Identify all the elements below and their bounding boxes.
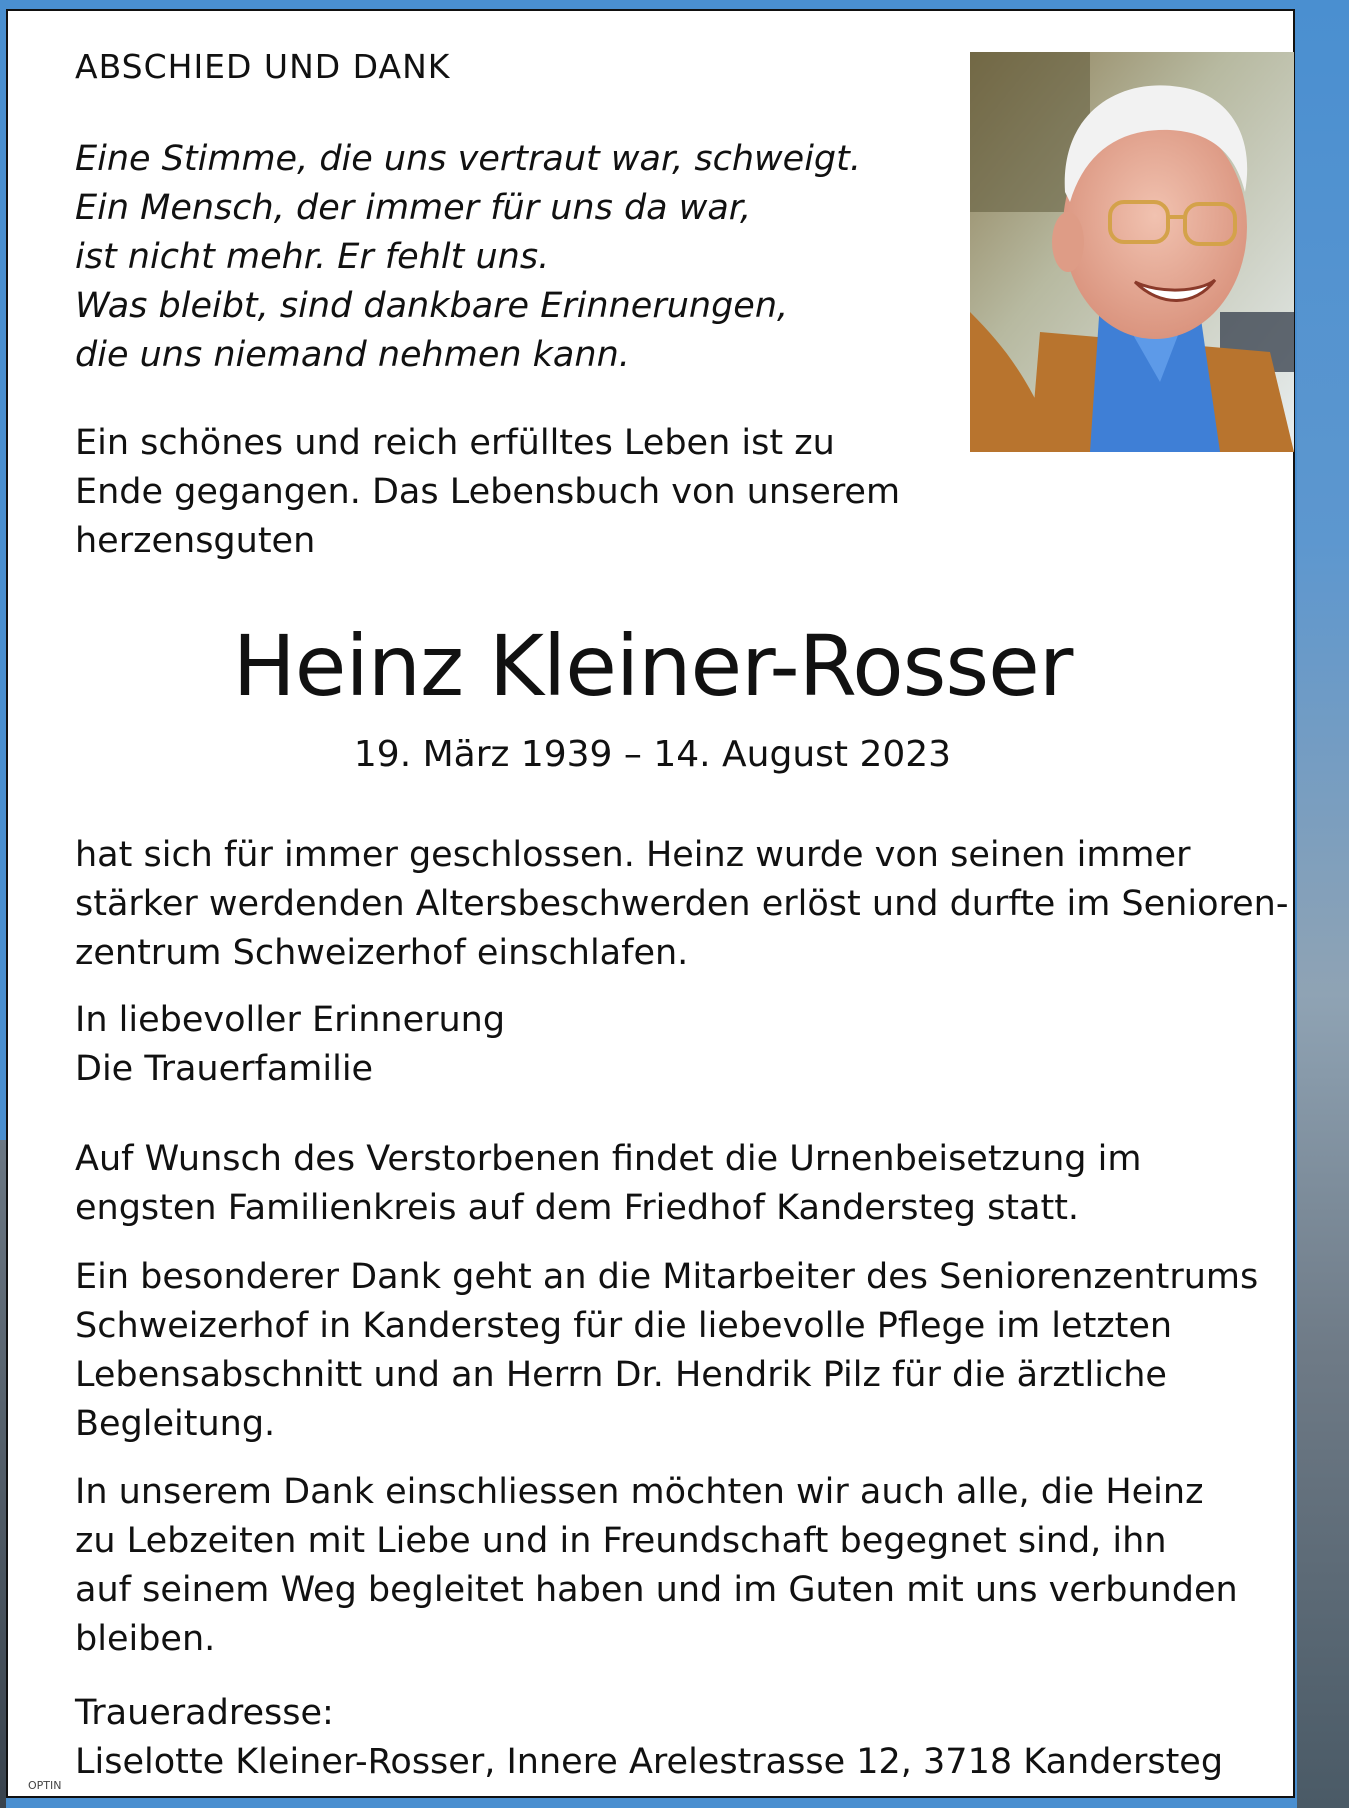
- intro-line: Ende gegangen. Das Lebensbuch von unserem: [75, 472, 901, 512]
- poem-line: Eine Stimme, die uns vertraut war, schweigt.: [75, 139, 861, 179]
- intro-line: herzensguten: [75, 521, 316, 561]
- intro-paragraph: [75, 419, 900, 566]
- signature-block: [75, 996, 505, 1094]
- paragraph-line: Schweizerhof in Kandersteg für die liebevolle Pflege im letzten: [75, 1306, 1173, 1346]
- background-edge: [1297, 0, 1349, 1808]
- paragraph-line: zu Lebzeiten mit Liebe und in Freundschaft begegnet sind, ihn: [75, 1521, 1167, 1561]
- address-line: Liselotte Kleiner-Rosser, Innere Arelestrasse 12, 3718 Kandersteg: [75, 1742, 1224, 1782]
- poem-line: die uns niemand nehmen kann.: [75, 335, 630, 375]
- paragraph-line: auf seinem Weg begleitet haben und im Guten mit uns verbunden: [75, 1570, 1238, 1610]
- notice-heading: ABSCHIED UND DANK: [75, 47, 451, 86]
- mourning-address: [75, 1689, 1223, 1787]
- poem: [75, 135, 861, 380]
- signature-line: Die Trauerfamilie: [75, 1049, 374, 1089]
- paragraph-line: Auf Wunsch des Verstorbenen findet die Urnenbeisetzung im: [75, 1139, 1142, 1179]
- signature-line: In liebevoller Erinnerung: [75, 1000, 506, 1040]
- thanks-paragraph: [75, 1253, 1258, 1449]
- paragraph-line: Ein besonderer Dank geht an die Mitarbeiter des Seniorenzentrums: [75, 1257, 1259, 1297]
- burial-paragraph: [75, 1135, 1141, 1233]
- intro-line: Ein schönes und reich erfülltes Leben ist zu: [75, 423, 835, 463]
- paragraph-line: engsten Familienkreis auf dem Friedhof Kandersteg statt.: [75, 1188, 1080, 1228]
- paragraph-line: stärker werdenden Altersbeschwerden erlöst und durfte im Senioren-: [75, 884, 1289, 924]
- portrait-photo: [970, 52, 1294, 452]
- inclusion-paragraph: [75, 1468, 1238, 1664]
- paragraph-line: bleiben.: [75, 1619, 216, 1659]
- obituary-notice: [6, 9, 1295, 1798]
- address-label: Traueradresse:: [75, 1693, 334, 1733]
- paragraph-line: Lebensabschnitt und an Herrn Dr. Hendrik Pilz für die ärztliche: [75, 1355, 1167, 1395]
- life-dates: 19. März 1939 – 14. August 2023: [353, 734, 952, 775]
- paragraph-line: Begleitung.: [75, 1404, 276, 1444]
- deceased-name: Heinz Kleiner-Rosser: [232, 617, 1073, 715]
- poem-line: Was bleibt, sind dankbare Erinnerungen,: [75, 286, 789, 326]
- footer-tag: OPTIN: [28, 1779, 62, 1792]
- paragraph-line: hat sich für immer geschlossen. Heinz wurde von seinen immer: [75, 835, 1191, 875]
- paragraph-line: In unserem Dank einschliessen möchten wir auch alle, die Heinz: [75, 1472, 1204, 1512]
- closing-paragraph: [75, 831, 1288, 978]
- poem-line: Ein Mensch, der immer für uns da war,: [75, 188, 752, 228]
- poem-line: ist nicht mehr. Er fehlt uns.: [75, 237, 550, 277]
- paragraph-line: zentrum Schweizerhof einschlafen.: [75, 933, 689, 973]
